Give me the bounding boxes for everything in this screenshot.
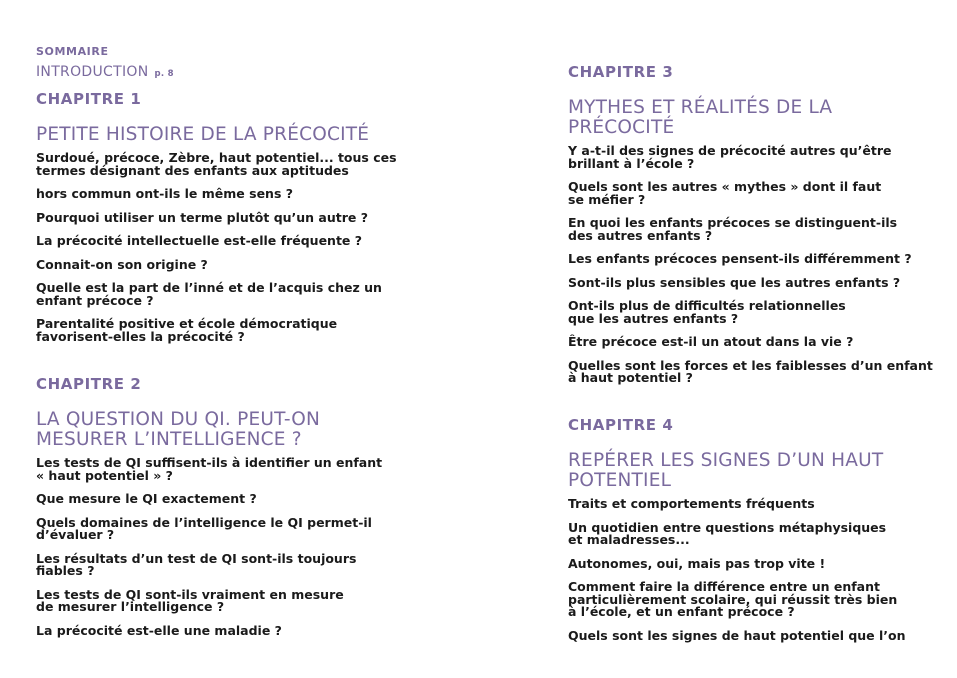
question-list [36,457,436,637]
question-item[interactable]: hors commun ont-ils le même sens ? [36,186,293,201]
introduction-entry[interactable] [36,64,174,80]
question-item[interactable]: Sont-ils plus sensibles que les autres enfants ? [568,274,901,290]
question-item[interactable]: La précocité intellectuelle est-elle fréquente ? [36,233,363,248]
question-item[interactable]: Ont-ils plus de difficultés relationnelles que les autres enfants ? [568,298,846,326]
question-item[interactable]: Quels sont les autres « mythes » dont il faut se méfier ? [568,179,882,207]
chapter-4 [568,416,938,653]
chapter-title[interactable]: MYTHES ET RÉALITÉS DE LA PRÉCOCITÉ [568,97,833,138]
question-item[interactable]: Pourquoi utiliser un terme plutôt qu’un autre ? [36,209,368,225]
sommaire-heading: SOMMAIRE [36,45,109,58]
introduction-page: p. 8 [154,69,174,79]
question-item[interactable]: Connait-on son origine ? [36,256,208,272]
question-item[interactable]: En quoi les enfants précoces se distinguent-ils des autres enfants ? [568,215,898,243]
chapter-label: CHAPITRE 4 [568,416,674,434]
question-item[interactable]: La précocité est-elle une maladie ? [36,622,282,638]
question-item[interactable]: Quelle est la part de l’inné et de l’acquis chez un enfant précoce ? [36,280,382,308]
chapter-label: CHAPITRE 1 [36,90,142,108]
question-list [568,498,938,642]
chapter-title[interactable]: LA QUESTION DU QI. PEUT-ON MESURER L’INTELLIGENCE ? [36,409,321,450]
question-item[interactable]: Traits et comportements fréquents [568,496,815,511]
question-item[interactable]: Quelles sont les forces et les faiblesses d’un enfant à haut potentiel ? [568,357,933,385]
chapter-2 [36,375,436,648]
question-item[interactable]: Surdoué, précoce, Zèbre, haut potentiel... tous ces termes désignant des enfants aux aptitudes [36,150,397,178]
question-item[interactable]: Les résultats d’un test de QI sont-ils toujours fiables ? [36,550,357,578]
chapter-label: CHAPITRE 2 [36,375,142,393]
question-item[interactable]: Être précoce est-il un atout dans la vie ? [568,334,854,349]
question-item[interactable]: Y a-t-il des signes de précocité autres qu’être brillant à l’école ? [568,143,892,171]
question-item[interactable]: Les enfants précoces pensent-ils différemment ? [568,251,912,266]
chapter-label: CHAPITRE 3 [568,63,674,81]
question-item[interactable]: Un quotidien entre questions métaphysiques et maladresses... [568,519,887,547]
question-item[interactable]: Autonomes, oui, mais pas trop vite ! [568,555,826,571]
chapter-3 [568,63,938,396]
chapter-1 [36,90,436,354]
question-item[interactable]: Les tests de QI sont-ils vraiment en mesure de mesurer l’intelligence ? [36,586,344,614]
question-item[interactable]: Quels domaines de l’intelligence le QI permet-il d’évaluer ? [36,514,372,542]
question-item[interactable]: Que mesure le QI exactement ? [36,491,257,506]
chapter-title[interactable]: REPÉRER LES SIGNES D’UN HAUT POTENTIEL [568,450,884,491]
chapter-title[interactable]: PETITE HISTOIRE DE LA PRÉCOCITÉ [36,124,370,145]
question-list [568,145,938,385]
question-item[interactable]: Comment faire la différence entre un enfant particulièrement scolaire, qui réussit très bien à l’école, et un enfant précoce ? [568,579,898,619]
question-item[interactable]: Les tests de QI suffisent-ils à identifier un enfant « haut potentiel » ? [36,455,383,483]
introduction-label: INTRODUCTION [36,64,149,80]
question-item[interactable]: Quels sont les signes de haut potentiel que l’on [568,627,906,643]
question-item[interactable]: Parentalité positive et école démocratique favorisent-elles la précocité ? [36,316,338,344]
question-list [36,152,436,343]
